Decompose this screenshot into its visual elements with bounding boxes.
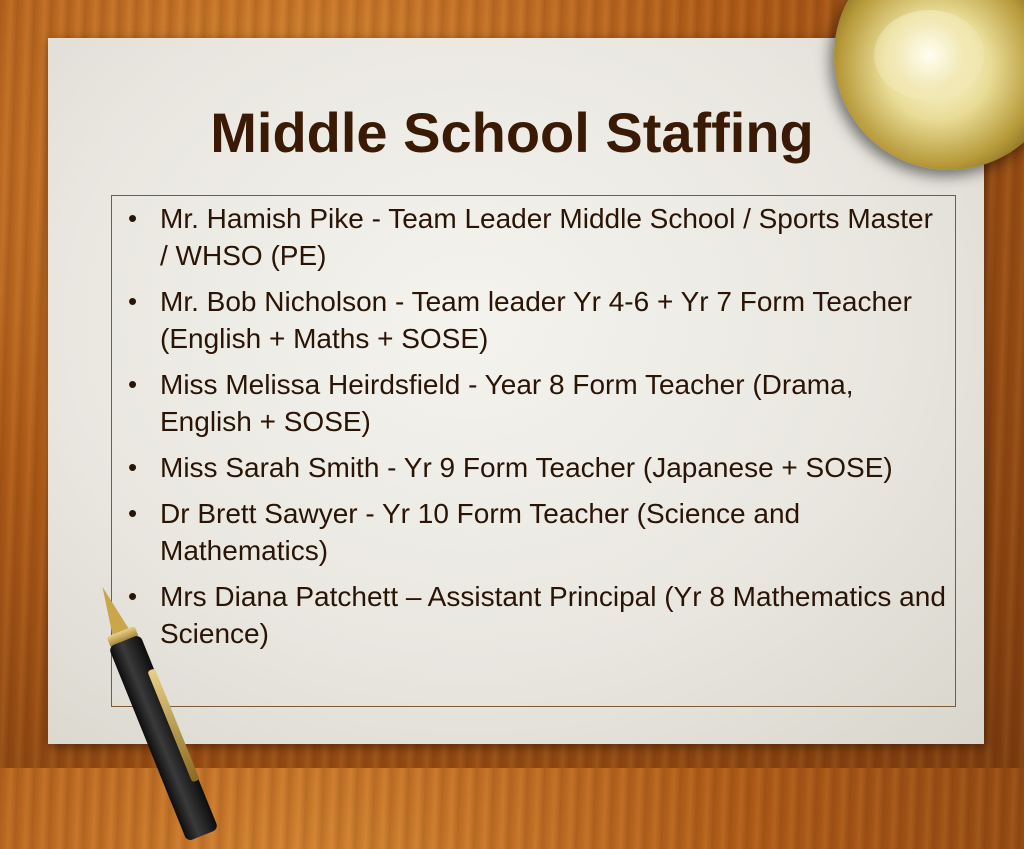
lamp-light — [874, 10, 984, 100]
list-item — [118, 200, 948, 274]
list-item-text: Miss Sarah Smith - Yr 9 Form Teacher (Japanese + SOSE) — [160, 452, 893, 483]
list-item-text: Dr Brett Sawyer - Yr 10 Form Teacher (Science and Mathematics) — [160, 498, 801, 566]
bullet-icon: • — [128, 286, 138, 316]
bullet-icon: • — [128, 452, 138, 482]
list-item-text: Mr. Bob Nicholson - Team leader Yr 4-6 + Yr 7 Form Teacher (English + Maths + SOSE) — [160, 286, 912, 354]
list-item — [118, 283, 948, 357]
bullet-icon: • — [128, 203, 138, 233]
list-item — [118, 495, 948, 569]
list-item-text: Miss Melissa Heirdsfield - Year 8 Form Teacher (Drama, English + SOSE) — [160, 369, 854, 437]
list-item — [118, 578, 948, 652]
bullet-icon: • — [128, 498, 138, 528]
list-item — [118, 366, 948, 440]
bullet-icon: • — [128, 581, 138, 611]
bullet-icon: • — [128, 369, 138, 399]
staff-list — [118, 200, 948, 661]
slide-title: Middle School Staffing — [210, 101, 814, 164]
list-item-text: Mr. Hamish Pike - Team Leader Middle School / Sports Master / WHSO (PE) — [160, 203, 933, 271]
list-item — [118, 449, 948, 486]
list-item-text: Mrs Diana Patchett – Assistant Principal (Yr 8 Mathematics and Science) — [160, 581, 946, 649]
